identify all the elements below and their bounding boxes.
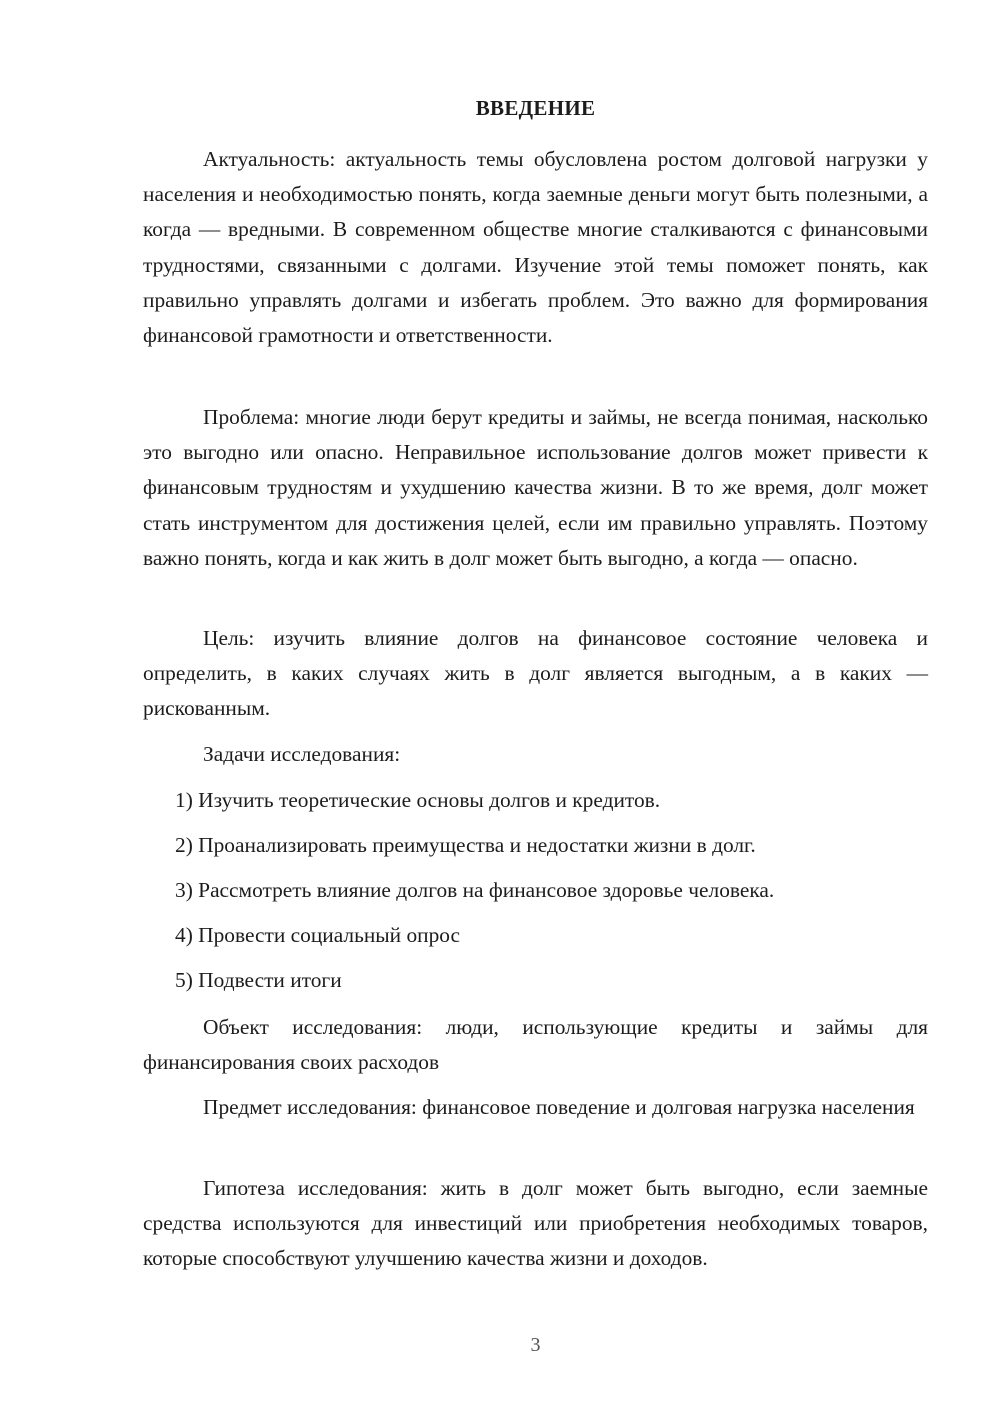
goal-paragraph: Цель: изучить влияние долгов на финансовое состояние человека и определить, в каких случаях жить в долг является выгодным, а в каких — рискованным. [143, 626, 928, 721]
task-item: 1) Изучить теоретические основы долгов и кредитов. [175, 788, 661, 812]
hypothesis-paragraph: Гипотеза исследования: жить в долг может быть выгодно, если заемные средства используются для инвестиций или приобретения необходимых товаров, которые способствуют улучшению качества жизни и доходов. [143, 1176, 928, 1271]
object-paragraph: Объект исследования: люди, использующие кредиты и займы для финансирования своих расходов [143, 1015, 928, 1075]
subject-paragraph: Предмет исследования: финансовое поведение и долговая нагрузка населения [203, 1095, 915, 1119]
task-item: 3) Рассмотреть влияние долгов на финансовое здоровье человека. [175, 878, 775, 902]
page-title: ВВЕДЕНИЕ [475, 96, 596, 120]
problem-paragraph: Проблема: многие люди берут кредиты и займы, не всегда понимая, насколько это выгодно или опасно. Неправильное использование долгов может привести к финансовым трудностям и ухудшению качества жизни. В то же время, долг может стать инструментом для достижения целей, если им правильно управлять. Поэтому важно понять, когда и как жить в долг может быть выгодно, а когда — опасно. [143, 405, 928, 570]
page-number: 3 [530, 1334, 541, 1356]
task-item: 4) Провести социальный опрос [175, 923, 461, 947]
relevance-paragraph: Актуальность: актуальность темы обусловлена ростом долговой нагрузки у населения и необходимостью понять, когда заемные деньги могут быть полезными, а когда — вредными. В современном обществе многие сталкиваются с финансовыми трудностями, связанными с долгами. Изучение этой темы поможет понять, как правильно управлять долгами и избегать проблем. Это важно для формирования финансовой грамотности и ответственности. [143, 147, 928, 348]
task-item: 5) Подвести итоги [175, 968, 342, 992]
tasks-heading: Задачи исследования: [203, 742, 401, 766]
task-item: 2) Проанализировать преимущества и недостатки жизни в долг. [175, 833, 756, 857]
